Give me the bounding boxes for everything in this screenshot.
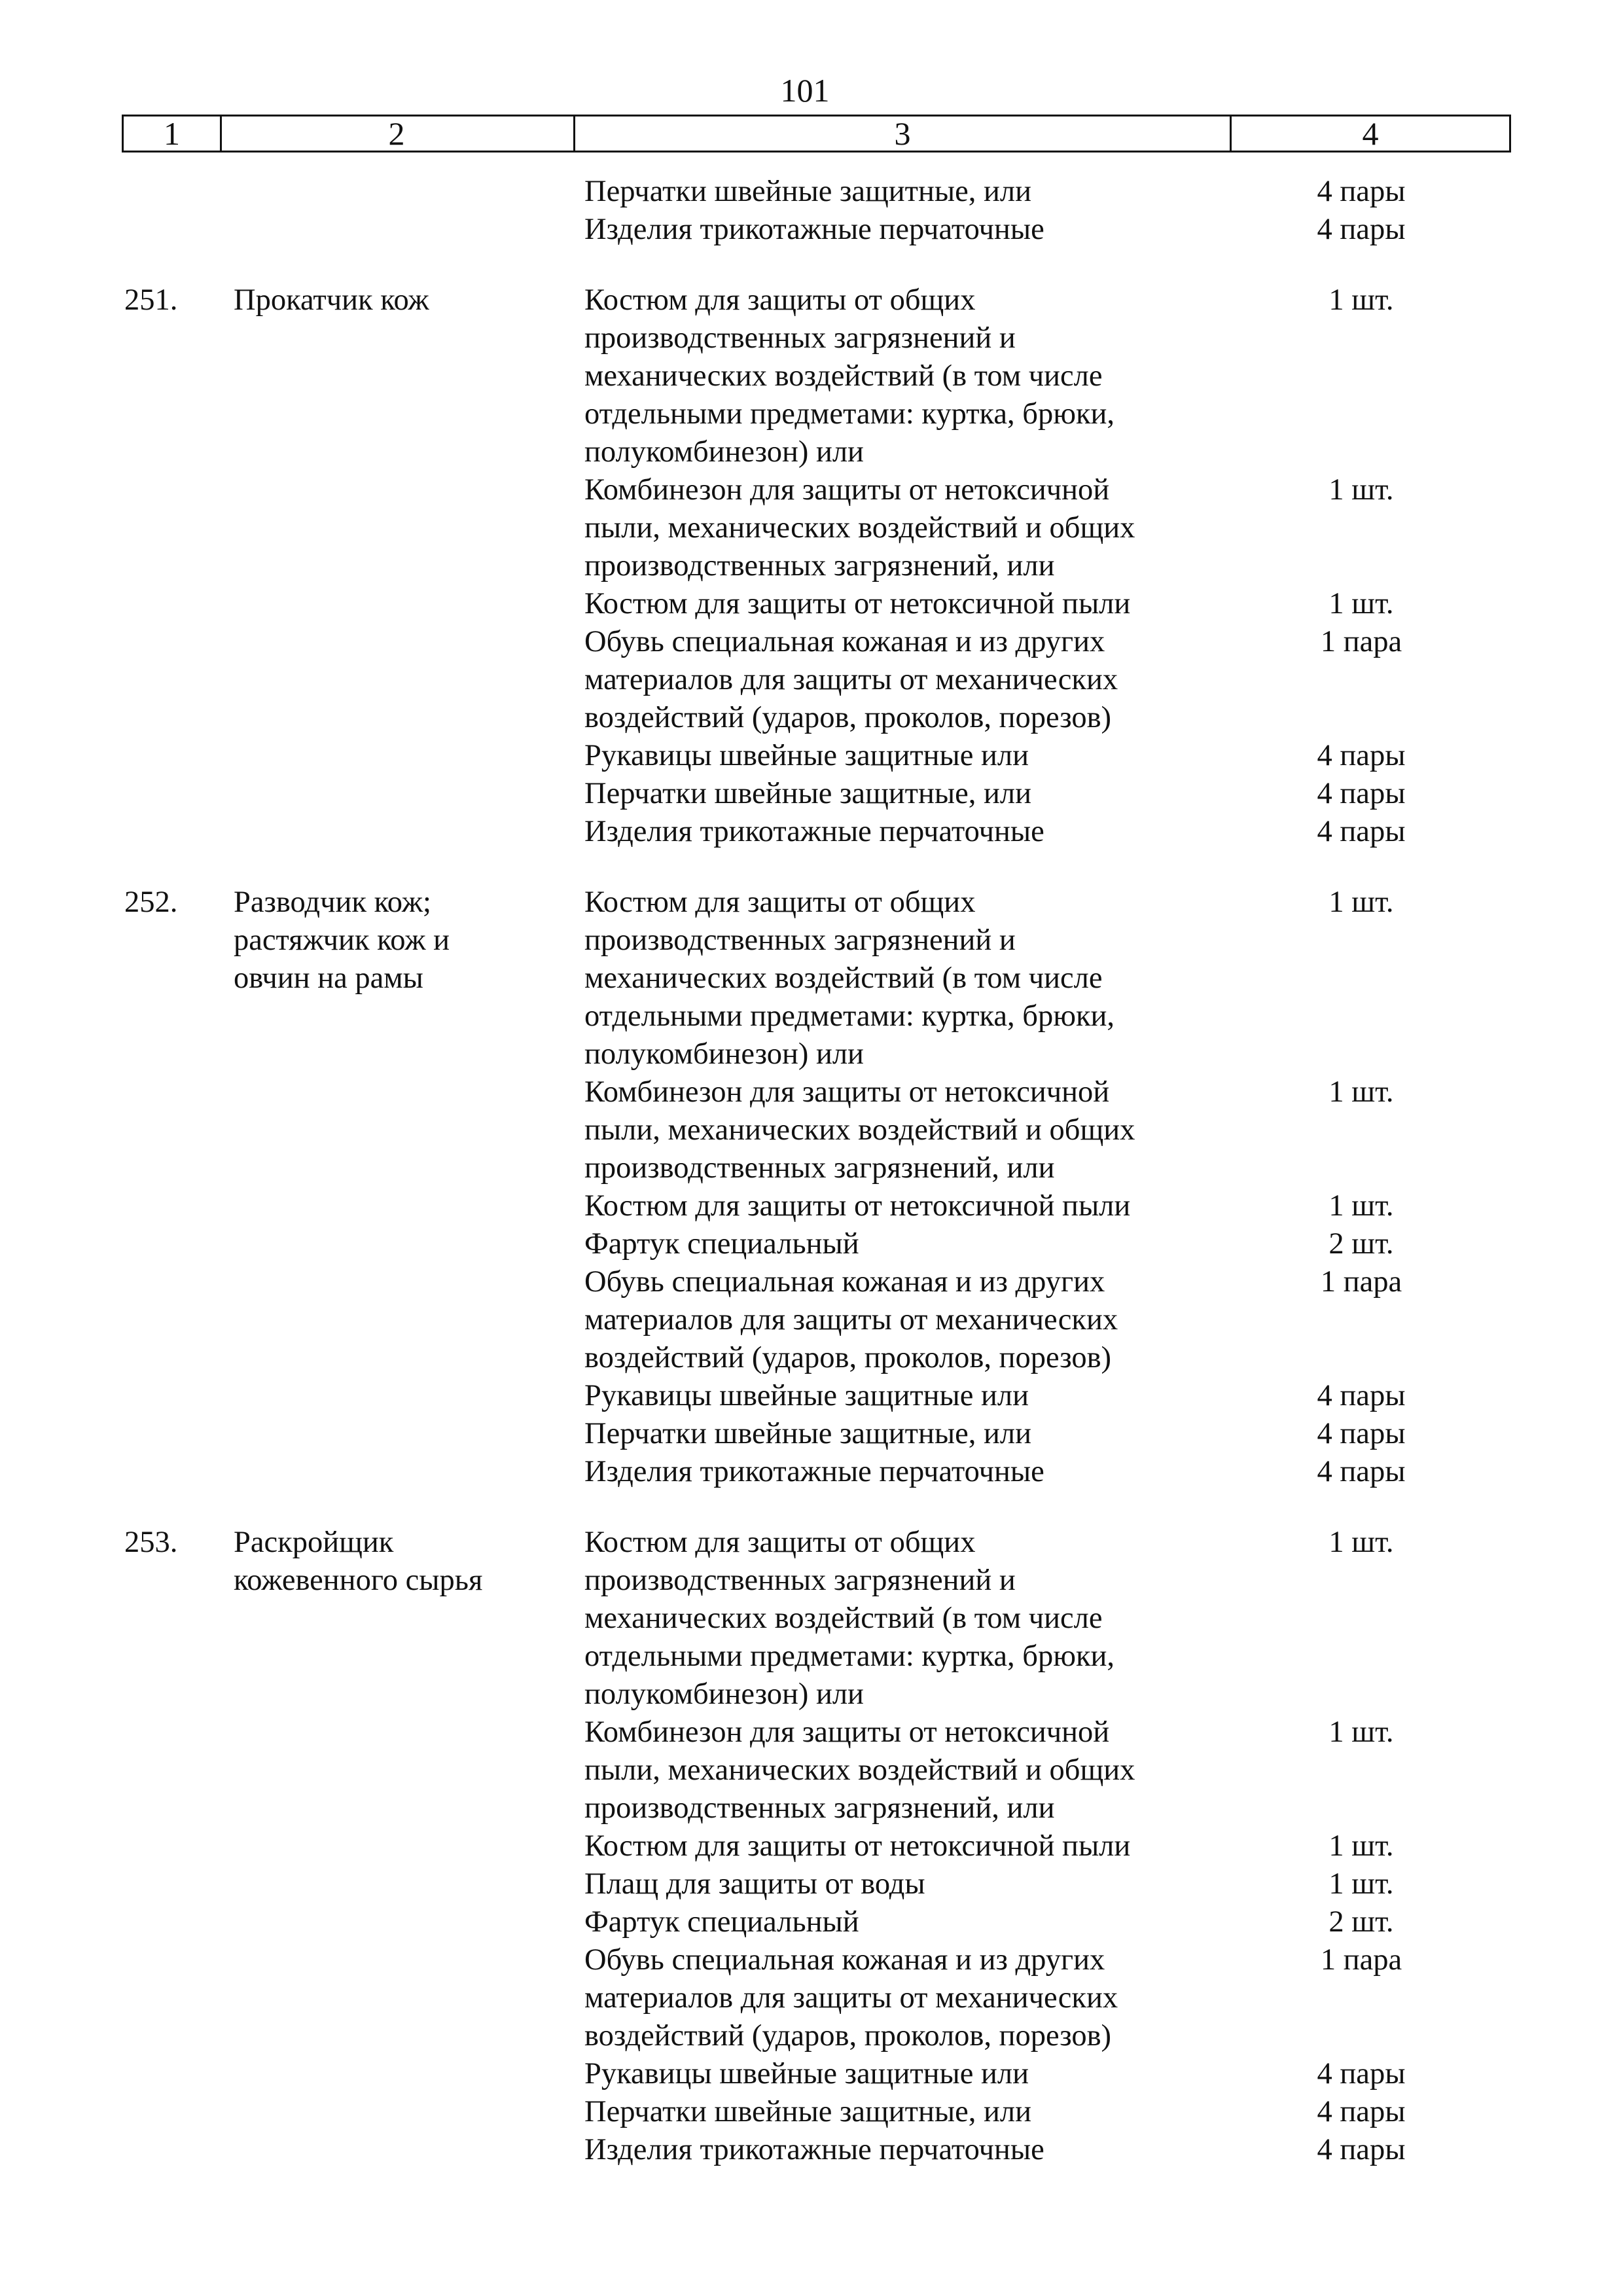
item-text: Перчатки швейные защитные, или [584, 1417, 1031, 1450]
item-text: производственных загрязнений и [584, 321, 1016, 355]
item-quantity: 4 пары [1317, 739, 1406, 772]
item-text: производственных загрязнений и [584, 924, 1016, 957]
item-text: отдельными предметами: куртка, брюки, [584, 1640, 1115, 1673]
item-text: Обувь специальная кожаная и из других [584, 1943, 1105, 1977]
item-text: Комбинезон для защиты от нетоксичной [584, 1075, 1110, 1109]
item-text: Изделия трикотажные перчаточные [584, 2133, 1044, 2166]
item-text: Рукавицы швейные защитные или [584, 2057, 1029, 2090]
item-quantity: 4 пары [1317, 1455, 1406, 1488]
item-quantity: 1 пара [1320, 1265, 1402, 1299]
item-text: Костюм для защиты от общих [584, 886, 976, 919]
item-text: Костюм для защиты от общих [584, 283, 976, 317]
item-text: Фартук специальный [584, 1905, 859, 1939]
profession-name: Раскройщик [234, 1526, 394, 1559]
item-text: производственных загрязнений и [584, 1564, 1016, 1597]
item-text: Рукавицы швейные защитные или [584, 739, 1029, 772]
item-text: Фартук специальный [584, 1227, 859, 1261]
item-quantity: 1 шт. [1329, 473, 1394, 507]
item-text: Перчатки швейные защитные, или [584, 777, 1031, 810]
item-text: полукомбинезон) или [584, 1677, 864, 1711]
item-text: воздействий (ударов, проколов, порезов) [584, 701, 1112, 734]
entry-number: 251. [124, 283, 178, 317]
item-quantity: 1 шт. [1329, 1075, 1394, 1109]
item-text: материалов для защиты от механических [584, 1303, 1118, 1336]
item-quantity: 1 шт. [1329, 886, 1394, 919]
item-text: материалов для защиты от механических [584, 1981, 1118, 2015]
profession-name: овчин на рамы [234, 961, 423, 995]
item-quantity: 4 пары [1317, 2057, 1406, 2090]
item-text: Перчатки швейные защитные, или [584, 2095, 1031, 2128]
profession-name: растяжчик кож и [234, 924, 450, 957]
item-text: отдельными предметами: куртка, брюки, [584, 397, 1115, 431]
item-text: Изделия трикотажные перчаточные [584, 213, 1044, 246]
header-col-1: 1 [124, 117, 222, 151]
profession-name: Разводчик кож; [234, 886, 431, 919]
item-quantity: 2 шт. [1329, 1227, 1394, 1261]
item-text: отдельными предметами: куртка, брюки, [584, 999, 1115, 1033]
entry-number: 253. [124, 1526, 178, 1559]
item-quantity: 4 пары [1317, 2095, 1406, 2128]
item-quantity: 4 пары [1317, 1417, 1406, 1450]
item-text: механических воздействий (в том числе [584, 961, 1103, 995]
item-text: Изделия трикотажные перчаточные [584, 815, 1044, 848]
item-quantity: 4 пары [1317, 815, 1406, 848]
item-quantity: 1 пара [1320, 625, 1402, 658]
item-quantity: 1 шт. [1329, 1189, 1394, 1223]
item-text: полукомбинезон) или [584, 435, 864, 469]
item-text: производственных загрязнений, или [584, 549, 1055, 583]
item-text: Перчатки швейные защитные, или [584, 175, 1031, 208]
item-text: Комбинезон для защиты от нетоксичной [584, 1715, 1110, 1749]
item-quantity: 1 шт. [1329, 1829, 1394, 1863]
header-col-3: 3 [575, 117, 1232, 151]
item-text: производственных загрязнений, или [584, 1791, 1055, 1825]
profession-name: кожевенного сырья [234, 1564, 483, 1597]
item-text: Рукавицы швейные защитные или [584, 1379, 1029, 1412]
item-quantity: 1 шт. [1329, 587, 1394, 620]
item-text: Плащ для защиты от воды [584, 1867, 925, 1901]
item-quantity: 1 шт. [1329, 283, 1394, 317]
item-text: материалов для защиты от механических [584, 663, 1118, 696]
item-quantity: 4 пары [1317, 175, 1406, 208]
item-quantity: 2 шт. [1329, 1905, 1394, 1939]
item-text: механических воздействий (в том числе [584, 1602, 1103, 1635]
item-text: Обувь специальная кожаная и из других [584, 625, 1105, 658]
item-quantity: 1 пара [1320, 1943, 1402, 1977]
entry-number: 252. [124, 886, 178, 919]
item-quantity: 1 шт. [1329, 1715, 1394, 1749]
page-number: 101 [780, 72, 830, 109]
item-text: производственных загрязнений, или [584, 1151, 1055, 1185]
header-col-2: 2 [220, 117, 575, 151]
item-text: воздействий (ударов, проколов, порезов) [584, 1341, 1112, 1374]
item-text: Костюм для защиты от нетоксичной пыли [584, 587, 1131, 620]
header-col-4: 4 [1362, 115, 1379, 152]
table-header [122, 115, 1511, 152]
item-text: пыли, механических воздействий и общих [584, 1113, 1135, 1147]
item-quantity: 4 пары [1317, 2133, 1406, 2166]
item-text: Изделия трикотажные перчаточные [584, 1455, 1044, 1488]
item-text: Обувь специальная кожаная и из других [584, 1265, 1105, 1299]
item-text: пыли, механических воздействий и общих [584, 511, 1135, 545]
item-quantity: 1 шт. [1329, 1867, 1394, 1901]
item-quantity: 4 пары [1317, 213, 1406, 246]
item-quantity: 4 пары [1317, 777, 1406, 810]
item-text: воздействий (ударов, проколов, порезов) [584, 2019, 1112, 2053]
item-text: Костюм для защиты от общих [584, 1526, 976, 1559]
item-text: механических воздействий (в том числе [584, 359, 1103, 393]
item-text: пыли, механических воздействий и общих [584, 1753, 1135, 1787]
item-quantity: 4 пары [1317, 1379, 1406, 1412]
item-quantity: 1 шт. [1329, 1526, 1394, 1559]
item-text: Костюм для защиты от нетоксичной пыли [584, 1189, 1131, 1223]
item-text: Комбинезон для защиты от нетоксичной [584, 473, 1110, 507]
profession-name: Прокатчик кож [234, 283, 429, 317]
item-text: полукомбинезон) или [584, 1037, 864, 1071]
item-text: Костюм для защиты от нетоксичной пыли [584, 1829, 1131, 1863]
